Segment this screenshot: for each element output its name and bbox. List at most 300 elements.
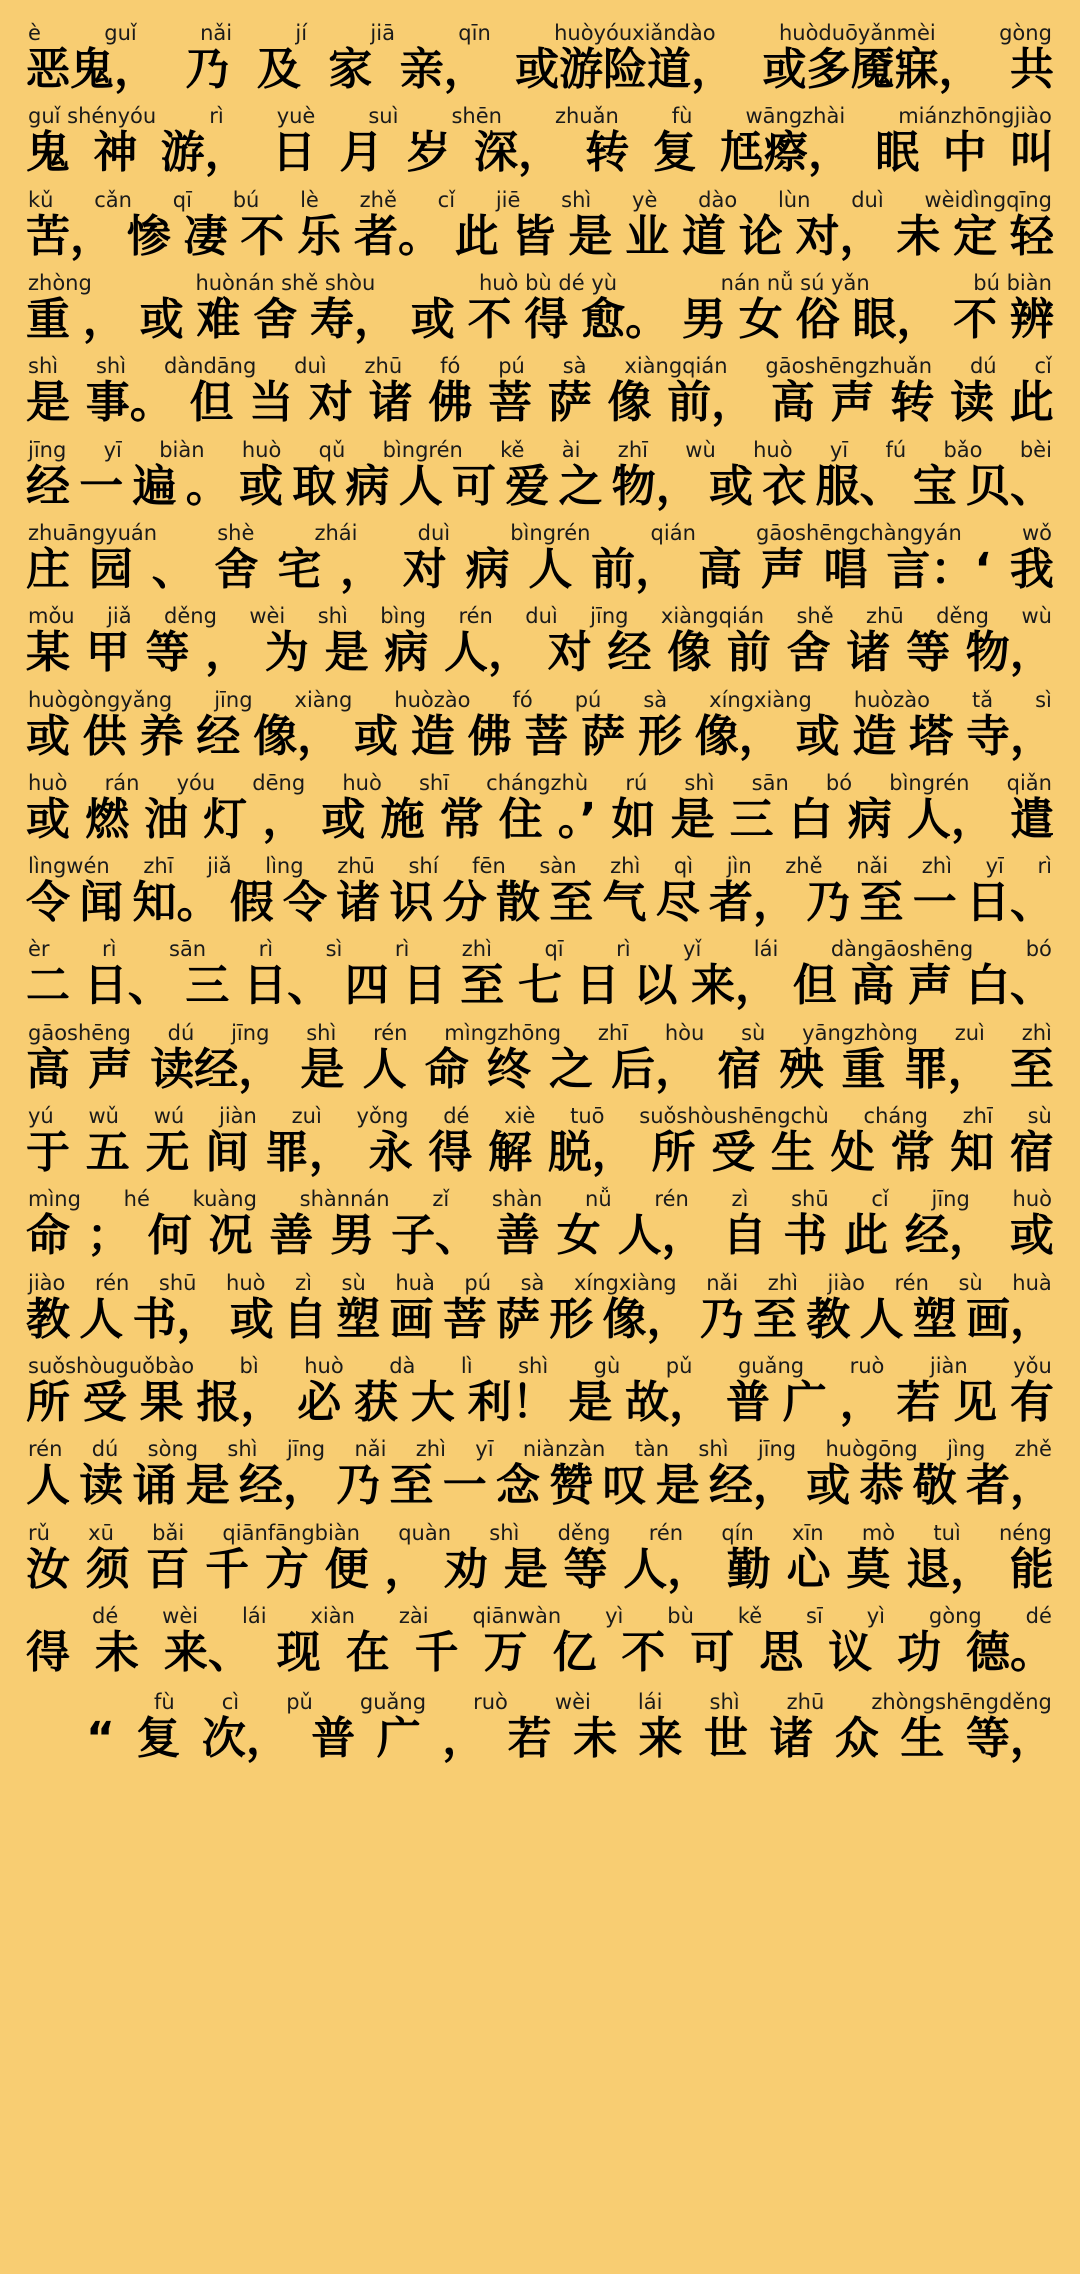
pinyin-token: huà bbox=[395, 1270, 435, 1295]
hanzi-token: 或 bbox=[410, 293, 455, 345]
hanzi-token: 皆 bbox=[511, 210, 556, 262]
hanzi-token: 经， bbox=[709, 1460, 797, 1512]
hanzi-token: 凄 bbox=[183, 210, 228, 262]
pinyin-token: ài bbox=[561, 437, 581, 462]
pinyin-token: tàn bbox=[634, 1437, 670, 1462]
pinyin-token: yè bbox=[632, 187, 658, 212]
hanzi-token: 莫 bbox=[846, 1543, 891, 1595]
pinyin-token: kě bbox=[500, 437, 525, 462]
pinyin-row bbox=[26, 1438, 1054, 1461]
pinyin-token: zì bbox=[731, 1187, 749, 1212]
hanzi-token: 是 bbox=[568, 1377, 613, 1429]
hanzi-token: 者， bbox=[709, 877, 797, 929]
hanzi-token: 菩 bbox=[442, 1293, 487, 1345]
pinyin-token: rán bbox=[104, 770, 140, 795]
pinyin-row bbox=[26, 605, 1054, 628]
hanzi-token: 人 bbox=[79, 1293, 124, 1345]
hanzi-token: 或 bbox=[321, 793, 366, 845]
hanzi-row bbox=[26, 1045, 1054, 1094]
hanzi-token: 在 bbox=[345, 1626, 390, 1678]
pinyin-token: guǐ shényóu bbox=[28, 104, 157, 129]
pinyin-row bbox=[26, 189, 1054, 212]
hanzi-token: 叹 bbox=[602, 1460, 647, 1512]
pinyin-token: lìng bbox=[265, 854, 304, 879]
hanzi-token: 宅 bbox=[277, 543, 322, 595]
hanzi-token: 菩 bbox=[524, 710, 569, 762]
pinyin-token: zhòngshēngděng bbox=[871, 1690, 1052, 1715]
hanzi-token: 佛 bbox=[428, 377, 473, 429]
pinyin-token: xíngxiàng bbox=[709, 687, 812, 712]
hanzi-token: 舍 bbox=[786, 627, 831, 679]
hanzi-token: 声 bbox=[760, 543, 805, 595]
pinyin-token: zhì bbox=[921, 854, 952, 879]
hanzi-token: 尪瘵， bbox=[719, 127, 852, 179]
pinyin-token: ruò bbox=[849, 1354, 885, 1378]
pinyin-token: shì bbox=[227, 1437, 258, 1462]
text-line bbox=[26, 689, 1054, 761]
pinyin-row bbox=[26, 689, 1054, 712]
hanzi-token: 至 bbox=[1009, 1043, 1054, 1095]
hanzi-token: 声 bbox=[88, 1043, 133, 1095]
hanzi-token: 不 bbox=[953, 293, 998, 345]
hanzi-token: 此 bbox=[844, 1210, 889, 1262]
pinyin-token: duì bbox=[851, 187, 884, 212]
pinyin-token: qì bbox=[673, 854, 694, 879]
hanzi-token: 来， bbox=[691, 960, 780, 1012]
hanzi-token: 家 bbox=[328, 44, 373, 96]
hanzi-token: ， bbox=[442, 1713, 487, 1765]
hanzi-token: 园 bbox=[88, 543, 133, 595]
pinyin-token: nán nǚ sú yǎn bbox=[720, 270, 870, 295]
hanzi-token: 知 bbox=[950, 1127, 995, 1179]
text-line bbox=[26, 272, 1054, 344]
pinyin-token: lái bbox=[242, 1603, 267, 1628]
hanzi-token: 人， bbox=[906, 793, 995, 845]
pinyin-token: huò bbox=[241, 437, 282, 462]
hanzi-token: 至 bbox=[460, 960, 505, 1012]
pinyin-token: rén bbox=[28, 1437, 63, 1462]
hanzi-token: 千 bbox=[414, 1626, 459, 1678]
pinyin-token: gòng bbox=[999, 21, 1052, 45]
pinyin-token: bìngrén bbox=[382, 437, 463, 462]
hanzi-token: 舍 bbox=[253, 293, 298, 345]
pinyin-row bbox=[26, 938, 1054, 961]
pinyin-token: dàndāng bbox=[163, 354, 257, 379]
hanzi-row bbox=[26, 712, 1054, 761]
pinyin-token: děng bbox=[557, 1520, 611, 1545]
hanzi-token: 人 bbox=[528, 543, 573, 595]
hanzi-token: 、 bbox=[151, 543, 196, 595]
hanzi-token: 是 bbox=[185, 1460, 230, 1512]
hanzi-token: 或 bbox=[239, 460, 283, 512]
hanzi-token: 千 bbox=[205, 1543, 250, 1595]
hanzi-token: 是 bbox=[324, 627, 369, 679]
hanzi-token: 是 bbox=[670, 793, 715, 845]
pinyin-token: wù bbox=[1021, 604, 1052, 629]
pinyin-token: zhū bbox=[866, 604, 904, 629]
hanzi-token: 像 bbox=[607, 377, 652, 429]
pinyin-token: jīng bbox=[28, 437, 67, 462]
hanzi-token: 世 bbox=[704, 1713, 748, 1765]
hanzi-token: 自 bbox=[722, 1210, 767, 1262]
hanzi-token: 众 bbox=[834, 1713, 879, 1765]
hanzi-token: 常 bbox=[439, 793, 484, 845]
pinyin-token: rì bbox=[394, 937, 410, 962]
hanzi-token: 之 bbox=[558, 460, 603, 512]
hanzi-token: 乃 bbox=[699, 1293, 744, 1345]
pinyin-token: bó bbox=[825, 770, 853, 795]
pinyin-token: guǎng bbox=[359, 1690, 427, 1715]
hanzi-token: 得 bbox=[524, 293, 569, 345]
hanzi-token: 月 bbox=[339, 127, 384, 179]
hanzi-token: 三 bbox=[729, 793, 774, 845]
pinyin-row bbox=[26, 1522, 1054, 1545]
pinyin-token: jiā bbox=[370, 21, 395, 45]
hanzi-token: 病 bbox=[345, 460, 390, 512]
pinyin-token: cǐ bbox=[871, 1187, 889, 1212]
pinyin-token: èr bbox=[28, 937, 50, 962]
pinyin-token: fó bbox=[440, 354, 461, 379]
pinyin-token: bú bbox=[232, 187, 260, 212]
pinyin-token: nǎi bbox=[856, 854, 889, 879]
pinyin-token: tuì bbox=[933, 1520, 961, 1545]
hanzi-row bbox=[26, 795, 1054, 844]
pinyin-token: zhì bbox=[415, 1437, 446, 1462]
pinyin-token: zhì bbox=[610, 854, 641, 879]
pinyin-token: shì bbox=[306, 1020, 337, 1045]
pinyin-token: shū bbox=[158, 1270, 197, 1295]
pinyin-token: huògōng bbox=[825, 1437, 918, 1462]
hanzi-token: 乃 bbox=[185, 44, 230, 96]
pinyin-token: sì bbox=[1035, 687, 1052, 712]
hanzi-token: 散 bbox=[496, 877, 540, 929]
hanzi-token: 服、 bbox=[815, 460, 904, 512]
pinyin-token: zhě bbox=[785, 854, 823, 879]
pinyin-token: yǐ bbox=[683, 937, 702, 962]
pinyin-token: xiàngqián bbox=[660, 604, 765, 629]
pinyin-token: bèi bbox=[1019, 437, 1052, 462]
pinyin-token: mò bbox=[861, 1520, 896, 1545]
hanzi-token: 或 bbox=[353, 710, 398, 762]
hanzi-token: 万 bbox=[483, 1626, 528, 1678]
pinyin-token: cì bbox=[221, 1690, 240, 1715]
pinyin-token: huòduōyǎnmèi bbox=[778, 21, 936, 45]
pinyin-token: xiàngqián bbox=[624, 354, 728, 379]
hanzi-token: 劝 bbox=[444, 1543, 489, 1595]
pinyin-token: sù bbox=[341, 1270, 366, 1295]
pinyin-token: xiè bbox=[504, 1104, 536, 1129]
hanzi-token: 此 bbox=[454, 210, 499, 262]
pinyin-token: rì bbox=[616, 937, 631, 962]
pinyin-token: yì bbox=[605, 1603, 624, 1628]
pinyin-token: zhuāngyuán bbox=[28, 520, 158, 545]
hanzi-token: 鬼 bbox=[26, 127, 70, 179]
pinyin-token: huòyóuxiǎndào bbox=[554, 21, 716, 45]
hanzi-token: 或 bbox=[795, 710, 840, 762]
pinyin-token: xū bbox=[88, 1520, 114, 1545]
hanzi-token: 识 bbox=[389, 877, 434, 929]
pinyin-token: mìng bbox=[28, 1187, 81, 1212]
hanzi-row bbox=[26, 1714, 1054, 1763]
pinyin-token: jiǎ bbox=[107, 604, 132, 629]
hanzi-token: 俗 bbox=[795, 293, 840, 345]
pinyin-row bbox=[26, 1355, 1054, 1378]
pinyin-token: duì bbox=[294, 354, 327, 379]
pinyin-token: nǚ bbox=[585, 1187, 612, 1212]
hanzi-token: 等 bbox=[145, 627, 190, 679]
pinyin-token: xiàng bbox=[294, 687, 353, 712]
text-line bbox=[26, 605, 1054, 677]
hanzi-token: 果 bbox=[139, 1377, 184, 1429]
hanzi-token: 病 bbox=[847, 793, 892, 845]
pinyin-token: bìngrén bbox=[889, 770, 970, 795]
hanzi-token: 善 bbox=[495, 1210, 540, 1262]
hanzi-token: 普 bbox=[311, 1713, 356, 1765]
pinyin-token: wèidìngqīng bbox=[924, 187, 1052, 212]
hanzi-token: 亿 bbox=[552, 1626, 597, 1678]
pinyin-row bbox=[26, 522, 1054, 545]
hanzi-token: 物， bbox=[611, 460, 700, 512]
hanzi-token: 诸 bbox=[769, 1713, 814, 1765]
hanzi-token: 眼， bbox=[852, 293, 941, 345]
hanzi-row bbox=[26, 961, 1054, 1010]
pinyin-token: lìngwén bbox=[28, 854, 110, 879]
hanzi-token: 前 bbox=[726, 627, 771, 679]
pinyin-token: zǐ bbox=[432, 1187, 450, 1212]
pinyin-token: dú bbox=[167, 1020, 195, 1045]
text-line bbox=[26, 522, 1054, 594]
hanzi-token: 宝 bbox=[912, 460, 957, 512]
pinyin-token: sù bbox=[958, 1270, 983, 1295]
pinyin-token: rén bbox=[94, 1270, 130, 1295]
hanzi-token: 复 bbox=[136, 1713, 181, 1765]
hanzi-token: 常 bbox=[890, 1127, 935, 1179]
pinyin-token: jiǎ bbox=[207, 854, 232, 879]
hanzi-token: 或 bbox=[26, 710, 70, 762]
pinyin-token: wèi bbox=[162, 1603, 199, 1628]
hanzi-token: 人， bbox=[617, 1210, 706, 1262]
hanzi-token: 汝 bbox=[26, 1543, 70, 1595]
hanzi-token: 。 bbox=[185, 460, 230, 512]
hanzi-token: 功 bbox=[897, 1626, 942, 1678]
hanzi-token: 转 bbox=[890, 377, 935, 429]
hanzi-token: 对 bbox=[402, 543, 447, 595]
hanzi-token: 或 bbox=[1009, 1210, 1054, 1262]
pinyin-token: zì bbox=[295, 1270, 312, 1295]
hanzi-token: 未 bbox=[573, 1713, 618, 1765]
pinyin-row bbox=[26, 1105, 1054, 1128]
pinyin-token: fù bbox=[154, 1690, 175, 1715]
hanzi-token: 造 bbox=[410, 710, 455, 762]
hanzi-token: 经 bbox=[196, 710, 241, 762]
pinyin-token: huà bbox=[1012, 1270, 1052, 1295]
pinyin-token: sòng bbox=[147, 1437, 199, 1462]
pinyin-token: wèi bbox=[554, 1690, 591, 1715]
pinyin-token: rì bbox=[1037, 854, 1052, 879]
hanzi-token: 三 bbox=[185, 960, 230, 1012]
hanzi-token: 灯 bbox=[203, 793, 248, 845]
pinyin-token: qiānfāngbiàn bbox=[222, 1520, 360, 1545]
pinyin-token: shí bbox=[408, 854, 439, 879]
pinyin-token: zhī bbox=[617, 437, 648, 462]
pinyin-token: dào bbox=[698, 187, 738, 212]
pinyin-token: shè bbox=[217, 520, 255, 545]
hanzi-token: 诸 bbox=[368, 377, 413, 429]
hanzi-token: 声 bbox=[830, 377, 875, 429]
hanzi-token: 对 bbox=[308, 377, 353, 429]
pinyin-token: zhī bbox=[597, 1020, 629, 1045]
hanzi-token: 论 bbox=[738, 210, 783, 262]
hanzi-token: 萨 bbox=[547, 377, 592, 429]
pinyin-token: qiǎn bbox=[1006, 770, 1052, 795]
pinyin-token: sà bbox=[520, 1270, 545, 1295]
pinyin-token: dàngāoshēng bbox=[830, 937, 974, 962]
hanzi-token: 遣 bbox=[1009, 793, 1054, 845]
hanzi-token: 遍 bbox=[132, 460, 177, 512]
pinyin-token: nǎi bbox=[706, 1270, 739, 1295]
hanzi-token: 是 bbox=[503, 1543, 548, 1595]
pinyin-token: pú bbox=[498, 354, 525, 379]
text-line bbox=[26, 1438, 1054, 1510]
hanzi-token: 菩 bbox=[488, 377, 533, 429]
pinyin-token: jìn bbox=[726, 854, 752, 879]
pinyin-token: kuàng bbox=[192, 1187, 257, 1212]
hanzi-token: 脱， bbox=[547, 1127, 636, 1179]
hanzi-token: 物， bbox=[965, 627, 1054, 679]
hanzi-token: 日、 bbox=[243, 960, 332, 1012]
pinyin-token: fù bbox=[671, 104, 693, 129]
hanzi-token: 受 bbox=[711, 1127, 756, 1179]
pinyin-token: jīng bbox=[590, 604, 629, 629]
hanzi-token: 二 bbox=[26, 960, 70, 1012]
pinyin-token: shì bbox=[709, 1690, 740, 1715]
hanzi-token: 对 bbox=[547, 627, 592, 679]
hanzi-token: 或 bbox=[229, 1293, 274, 1345]
pinyin-token: tuō bbox=[570, 1104, 605, 1129]
hanzi-token: 罪， bbox=[903, 1043, 992, 1095]
hanzi-token: 形 bbox=[549, 1293, 594, 1345]
pinyin-token: shì bbox=[518, 1354, 549, 1378]
pinyin-row bbox=[26, 22, 1054, 45]
hanzi-token: 宿 bbox=[1009, 1127, 1054, 1179]
hanzi-token: 来 bbox=[638, 1713, 683, 1765]
pinyin-token: rén bbox=[373, 1020, 408, 1045]
pinyin-token: zhū bbox=[364, 354, 403, 379]
pinyin-row bbox=[26, 272, 1054, 295]
hanzi-token: 报， bbox=[196, 1377, 285, 1429]
pinyin-token: gāoshēng bbox=[28, 1020, 131, 1045]
hanzi-token: 宿 bbox=[717, 1043, 762, 1095]
hanzi-token: 读经， bbox=[150, 1043, 283, 1095]
pinyin-token: cǐ bbox=[437, 187, 456, 212]
hanzi-token: 寺， bbox=[965, 710, 1054, 762]
hanzi-token: 人 bbox=[859, 1293, 904, 1345]
pinyin-token: jiàn bbox=[219, 1104, 257, 1129]
pinyin-token: rì bbox=[102, 937, 117, 962]
pinyin-token: lái bbox=[637, 1690, 663, 1715]
pinyin-token: jīng bbox=[214, 687, 253, 712]
pinyin-token: jiàn bbox=[929, 1354, 968, 1378]
pinyin-token: bó bbox=[1025, 937, 1052, 962]
hanzi-token: 等， bbox=[965, 1713, 1054, 1765]
hanzi-token: 取 bbox=[292, 460, 337, 512]
pinyin-token: néng bbox=[998, 1520, 1052, 1545]
pinyin-token: jīng bbox=[231, 1020, 270, 1045]
hanzi-token: 言：‘ bbox=[886, 543, 992, 595]
hanzi-token: 知。 bbox=[132, 877, 221, 929]
hanzi-token: 经， bbox=[904, 1210, 993, 1262]
pinyin-token: qiānwàn bbox=[472, 1603, 562, 1628]
hanzi-token: 经， bbox=[239, 1460, 327, 1512]
pinyin-token: zhī bbox=[962, 1104, 993, 1129]
pinyin-token: yī bbox=[829, 437, 849, 462]
hanzi-token: 后， bbox=[611, 1043, 700, 1095]
pinyin-token: shī bbox=[418, 770, 450, 795]
hanzi-token: 像， bbox=[694, 710, 783, 762]
hanzi-row bbox=[26, 1211, 1054, 1260]
hanzi-token: 或 bbox=[806, 1460, 851, 1512]
text-line bbox=[26, 1522, 1054, 1594]
hanzi-token: 气 bbox=[602, 877, 647, 929]
hanzi-token: 七 bbox=[517, 960, 562, 1012]
hanzi-token: 见 bbox=[953, 1377, 998, 1429]
hanzi-token: 高 bbox=[770, 377, 815, 429]
pinyin-token: shū bbox=[791, 1187, 829, 1212]
pinyin-token: bì bbox=[239, 1354, 259, 1378]
pinyin-row bbox=[26, 1272, 1054, 1295]
hanzi-token: 获 bbox=[353, 1377, 398, 1429]
pinyin-token: yī bbox=[475, 1437, 494, 1462]
pinyin-token: zài bbox=[398, 1603, 429, 1628]
text-line bbox=[26, 938, 1054, 1010]
pinyin-token: nǎi bbox=[354, 1437, 387, 1462]
pinyin-token: huònán shě shòu bbox=[195, 270, 376, 295]
pinyin-token: pú bbox=[464, 1270, 492, 1295]
pinyin-token: shàn bbox=[491, 1187, 543, 1212]
hanzi-token: 日 bbox=[402, 960, 447, 1012]
pinyin-token: shēn bbox=[451, 104, 502, 129]
text-line bbox=[26, 1188, 1054, 1260]
hanzi-token: 画， bbox=[966, 1293, 1054, 1345]
hanzi-row bbox=[26, 1128, 1054, 1177]
hanzi-row bbox=[26, 128, 1054, 177]
hanzi-token: 燃 bbox=[85, 793, 130, 845]
pinyin-token: shì bbox=[684, 770, 715, 795]
hanzi-token: 勤 bbox=[726, 1543, 771, 1595]
hanzi-token: 分 bbox=[442, 877, 487, 929]
pinyin-token: fú bbox=[885, 437, 907, 462]
hanzi-token: 广 bbox=[376, 1713, 421, 1765]
hanzi-token: 日 bbox=[271, 127, 316, 179]
hanzi-token: 故， bbox=[625, 1377, 714, 1429]
pinyin-token: pǔ bbox=[665, 1354, 693, 1378]
hanzi-token: 声 bbox=[908, 960, 953, 1012]
hanzi-token: 此 bbox=[1009, 377, 1054, 429]
pinyin-token: sàn bbox=[539, 854, 577, 879]
hanzi-token: 人 bbox=[26, 1460, 70, 1512]
pinyin-token: sà bbox=[562, 354, 587, 379]
hanzi-token: 心 bbox=[786, 1543, 831, 1595]
pinyin-token: zuì bbox=[954, 1020, 985, 1045]
pinyin-token: wú bbox=[153, 1104, 185, 1129]
hanzi-token: 无 bbox=[145, 1127, 190, 1179]
pinyin-token: sù bbox=[741, 1020, 766, 1045]
pinyin-token: yāngzhòng bbox=[802, 1020, 918, 1045]
hanzi-token: ， bbox=[839, 1377, 884, 1429]
hanzi-token: 生 bbox=[900, 1713, 945, 1765]
hanzi-token: 之 bbox=[548, 1043, 593, 1095]
hanzi-token: 像 bbox=[667, 627, 712, 679]
